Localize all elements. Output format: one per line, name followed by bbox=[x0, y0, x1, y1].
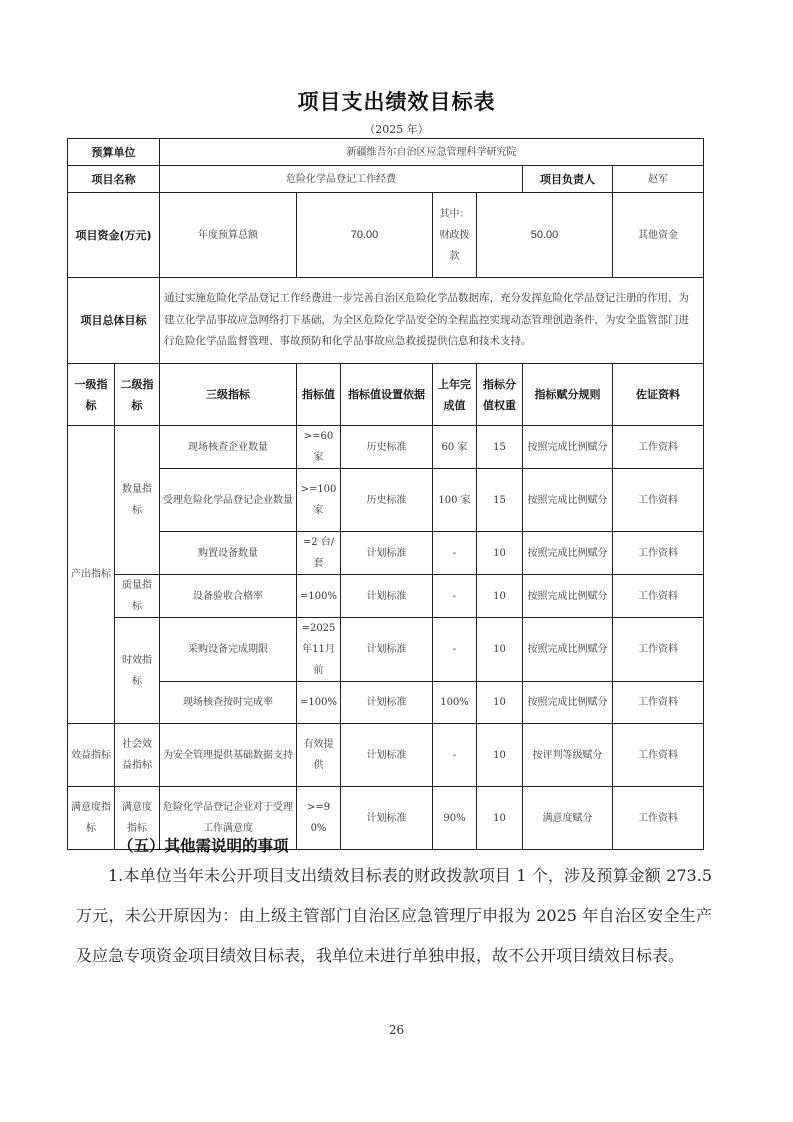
row-evidence: 工作资料 bbox=[613, 787, 704, 850]
row-name: 现场核查按时完成率 bbox=[160, 682, 297, 724]
row-rule: 按照完成比例赋分 bbox=[523, 532, 613, 575]
table-row bbox=[68, 724, 704, 787]
table-row bbox=[68, 618, 704, 682]
group-benefit: 效益指标 bbox=[68, 724, 115, 787]
row-last-year: 90% bbox=[433, 787, 477, 850]
row-evidence: 工作资料 bbox=[613, 532, 704, 575]
table-row bbox=[68, 682, 704, 724]
row-value: =2 台/套 bbox=[297, 532, 341, 575]
row-value: =100% bbox=[297, 575, 341, 618]
row-name: 采购设备完成期限 bbox=[160, 618, 297, 682]
row-evidence: 工作资料 bbox=[613, 618, 704, 682]
row-basis: 历史标准 bbox=[341, 469, 433, 532]
row-basis: 历史标准 bbox=[341, 426, 433, 469]
budget-unit-row bbox=[68, 139, 704, 166]
overall-goal-text: 通过实施危险化学品登记工作经费进一步完善自治区危险化学品数据库，充分发挥危险化学品登记注册的作用，为建立化学品事故应急网络打下基础，为全区危险化学品安全的全程监控实现动态管理创造条件，为安全监管部门进行危险化学品监督管理、事故预防和化学品事故应急救援提供信息和技术支持。 bbox=[160, 278, 704, 364]
row-rule: 按照完成比例赋分 bbox=[523, 575, 613, 618]
group-output: 产出指标 bbox=[68, 426, 115, 724]
row-rule: 满意度赋分 bbox=[523, 787, 613, 850]
row-weight: 15 bbox=[477, 469, 523, 532]
row-evidence: 工作资料 bbox=[613, 575, 704, 618]
group-quality: 质量指标 bbox=[115, 575, 160, 618]
row-value: >=100家 bbox=[297, 469, 341, 532]
row-evidence: 工作资料 bbox=[613, 724, 704, 787]
row-value: =100% bbox=[297, 682, 341, 724]
table-row bbox=[68, 532, 704, 575]
header-last-year: 上年完成值 bbox=[433, 364, 477, 426]
row-name: 为安全管理提供基础数据支持 bbox=[160, 724, 297, 787]
row-value: 有效提供 bbox=[297, 724, 341, 787]
fiscal-funds-value: 50.00 bbox=[477, 193, 613, 278]
row-value: =2025年11月前 bbox=[297, 618, 341, 682]
fiscal-funds-label: 其中：财政拨款 bbox=[433, 193, 477, 278]
row-basis: 计划标准 bbox=[341, 618, 433, 682]
project-lead-value: 赵军 bbox=[613, 166, 704, 193]
row-rule: 按照完成比例赋分 bbox=[523, 469, 613, 532]
row-rule: 按照完成比例赋分 bbox=[523, 426, 613, 469]
row-weight: 10 bbox=[477, 724, 523, 787]
header-level2: 二级指标 bbox=[115, 364, 160, 426]
overall-goal-row bbox=[68, 278, 704, 364]
header-value: 指标值 bbox=[297, 364, 341, 426]
row-weight: 10 bbox=[477, 575, 523, 618]
document-title: 项目支出绩效目标表 bbox=[297, 90, 496, 114]
row-weight: 10 bbox=[477, 532, 523, 575]
group-satisfaction-sub: 满意度指标 bbox=[115, 787, 160, 850]
row-last-year: 60 家 bbox=[433, 426, 477, 469]
group-quantity: 数量指标 bbox=[115, 426, 160, 575]
group-social-benefit: 社会效益指标 bbox=[115, 724, 160, 787]
project-funds-label: 项目资金(万元) bbox=[68, 193, 160, 278]
row-last-year: - bbox=[433, 532, 477, 575]
row-rule: 按评判等级赋分 bbox=[523, 724, 613, 787]
project-name-value: 危险化学品登记工作经费 bbox=[160, 166, 523, 193]
row-basis: 计划标准 bbox=[341, 787, 433, 850]
row-basis: 计划标准 bbox=[341, 532, 433, 575]
annual-total-label: 年度预算总额 bbox=[160, 193, 297, 278]
year-label: （2025 年） bbox=[364, 123, 429, 136]
table-row bbox=[68, 575, 704, 618]
row-name: 受理危险化学品登记企业数量 bbox=[160, 469, 297, 532]
row-last-year: - bbox=[433, 618, 477, 682]
row-name: 危险化学品登记企业对于受理工作满意度 bbox=[160, 787, 297, 850]
section-heading: （五）其他需说明的事项 bbox=[118, 837, 289, 855]
row-evidence: 工作资料 bbox=[613, 469, 704, 532]
header-rule: 指标赋分规则 bbox=[523, 364, 613, 426]
group-satisfaction: 满意度指标 bbox=[68, 787, 115, 850]
row-basis: 计划标准 bbox=[341, 575, 433, 618]
row-weight: 10 bbox=[477, 618, 523, 682]
other-funds-label: 其他资金 bbox=[613, 193, 704, 278]
row-name: 购置设备数量 bbox=[160, 532, 297, 575]
row-basis: 计划标准 bbox=[341, 724, 433, 787]
indicator-header-row bbox=[68, 364, 704, 426]
performance-target-table bbox=[67, 138, 704, 850]
row-value: >=90% bbox=[297, 787, 341, 850]
page-number: 26 bbox=[388, 1023, 405, 1037]
header-basis: 指标值设置依据 bbox=[341, 364, 433, 426]
project-lead-label: 项目负责人 bbox=[523, 166, 613, 193]
notes-paragraph: 1.本单位当年未公开项目支出绩效目标表的财政拨款项目 1 个，涉及预算金额 273.5 万元，未公开原因为：由上级主管部门自治区应急管理厅申报为 2025 年自治区安全生产及应急专项资金项目绩效目标表，我单位未进行单独申报，故不公开项目绩效目标表。 bbox=[76, 866, 712, 965]
row-weight: 10 bbox=[477, 682, 523, 724]
project-name-label: 项目名称 bbox=[68, 166, 160, 193]
table-row bbox=[68, 469, 704, 532]
row-evidence: 工作资料 bbox=[613, 682, 704, 724]
row-name: 现场核查企业数量 bbox=[160, 426, 297, 469]
row-last-year: 100 家 bbox=[433, 469, 477, 532]
row-evidence: 工作资料 bbox=[613, 426, 704, 469]
row-rule: 按照完成比例赋分 bbox=[523, 618, 613, 682]
budget-unit-value: 新疆维吾尔自治区应急管理科学研究院 bbox=[160, 139, 704, 166]
header-weight: 指标分值权重 bbox=[477, 364, 523, 426]
header-level3: 三级指标 bbox=[160, 364, 297, 426]
row-weight: 15 bbox=[477, 426, 523, 469]
project-name-row bbox=[68, 166, 704, 193]
overall-goal-label: 项目总体目标 bbox=[68, 278, 160, 364]
budget-unit-label: 预算单位 bbox=[68, 139, 160, 166]
project-funds-row bbox=[68, 193, 704, 278]
row-value: >=60家 bbox=[297, 426, 341, 469]
table-row bbox=[68, 426, 704, 469]
header-level1: 一级指标 bbox=[68, 364, 115, 426]
header-evidence: 佐证资料 bbox=[613, 364, 704, 426]
row-last-year: 100% bbox=[433, 682, 477, 724]
annual-total-value: 70.00 bbox=[297, 193, 433, 278]
row-name: 设备验收合格率 bbox=[160, 575, 297, 618]
row-last-year: - bbox=[433, 575, 477, 618]
group-timeliness: 时效指标 bbox=[115, 618, 160, 724]
row-basis: 计划标准 bbox=[341, 682, 433, 724]
row-weight: 10 bbox=[477, 787, 523, 850]
row-rule: 按照完成比例赋分 bbox=[523, 682, 613, 724]
row-last-year: - bbox=[433, 724, 477, 787]
